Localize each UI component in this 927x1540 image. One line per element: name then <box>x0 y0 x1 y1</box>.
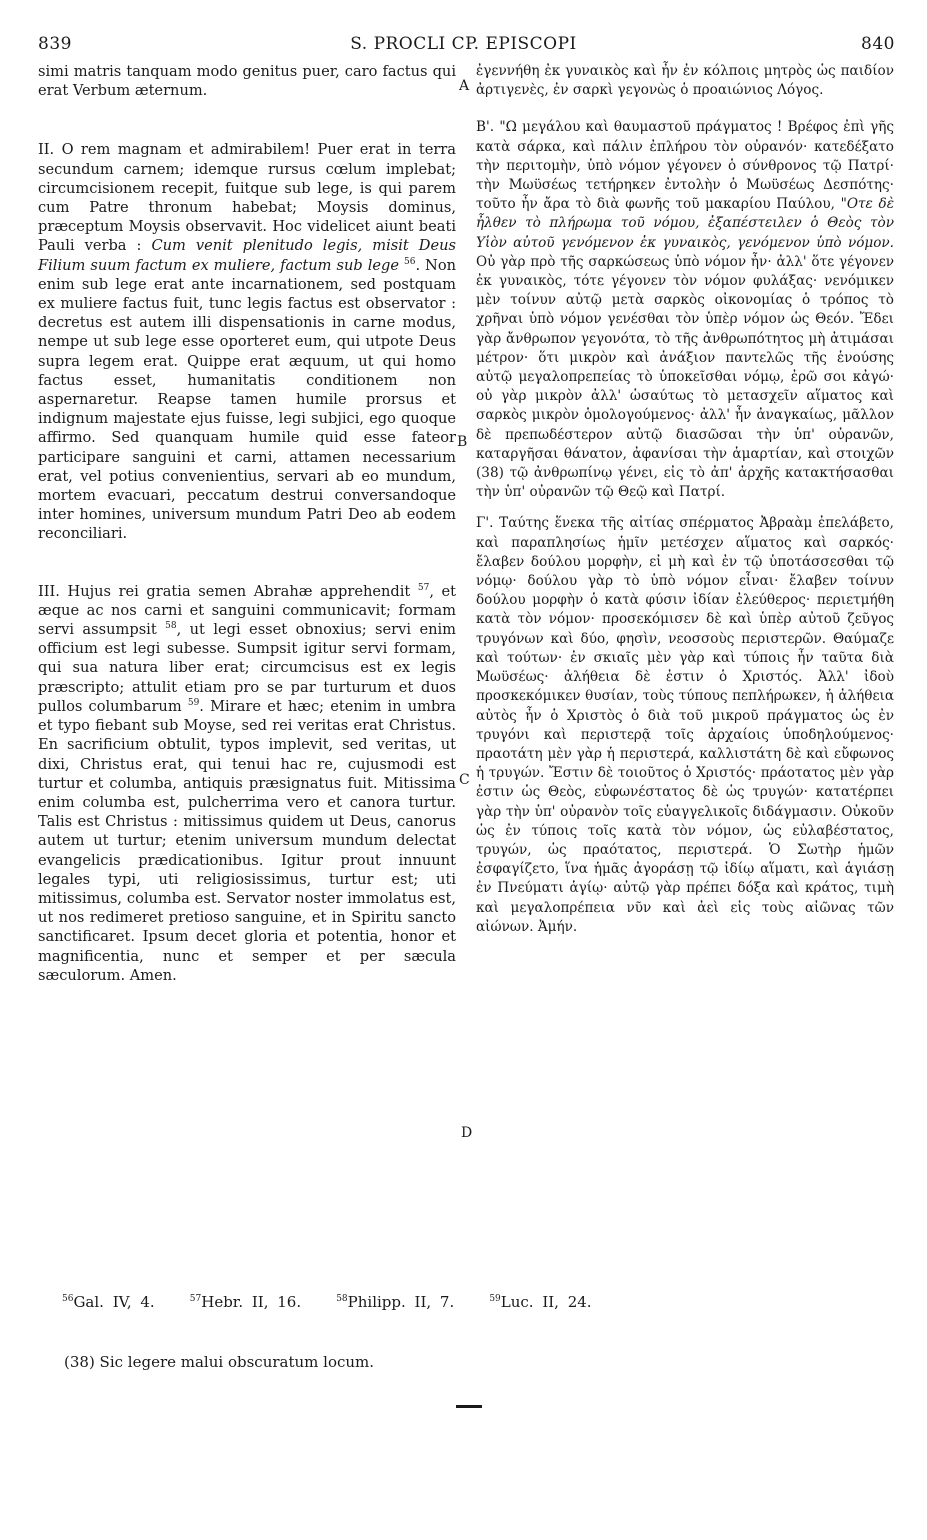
latin-paragraph-3 <box>38 582 456 985</box>
footnote-56-text: Gal. IV, 4. <box>73 1293 155 1311</box>
end-rule <box>456 1405 482 1408</box>
footnote-56-number: 56 <box>62 1294 74 1304</box>
latin-paragraph-2 <box>38 140 456 543</box>
footnotes <box>62 1293 592 1311</box>
page-number-right: 840 <box>861 34 895 54</box>
footnote-ref-59: 59 <box>187 698 200 709</box>
footnote-58-text: Philipp. II, 7. <box>347 1293 455 1311</box>
latin-scripture-quote: Cum venit plenitudo legis, misit Deus Filium suum factum ex muliere, factum sub lege <box>38 237 456 274</box>
margin-letter-a: A <box>459 78 470 94</box>
editorial-note: (38) Sic legere malui obscuratum locum. <box>64 1353 375 1371</box>
greek-p2-text-a: Β'. "Ω μεγάλου καὶ θαυμαστοῦ πράγματος ! Βρέφος ἐπὶ γῆς κατὰ σάρκα, καὶ πάλιν ἐπλήρου τὸν οὐρανόν· κατεδέξατο τὴν περιτομὴν, ὑπὸ νόμον γέγονεν ὁ σύνθρονος τῷ Πατρί· τὴν Μωϋσέως τετήρηκεν ἐντολὴν ὁ Μωϋσέως Δεσπότης· τοῦτο ἦν ἄρα τὸ διὰ φωνῆς τοῦ μακαρίου Παύλου, <box>476 119 894 213</box>
latin-p3-text-a: III. Hujus rei gratia semen Abrahæ apprehendit <box>38 582 411 600</box>
latin-p2-text-b: . Non enim sub lege erat ante incarnationem, sed postquam ex muliere factus fuit, tunc legis factus est observator : decretus est autem illi dispensationis in carne modus, nempe ut sub lege esse oporteret eum, qui utpote Deus supra legem erat. Quippe erat æquum, ut qui homo factus esset, humanitatis conditionem non aspernaretur. Reapse tamen humile prorsus et indignum majestate ejus fuisse, legi subjici, ego quoque affirmo. Sed quanquam humile quid esse fateor participare sanguini et carni, attamen necessarium erat, vel potius convenientius, servari ab eo mundum, mortem evacuari, peccatum destrui conversandoque inter homines, universum mundum Patri Deo ab eodem reconciliari. <box>38 256 457 543</box>
latin-p2-text-a: II. O rem magnam et admirabilem! Puer erat in terra secundum carnem; idemque rursus cœlum implebat; circumcisionem recepit, fuitque sub lege, is qui parem cum Patre thronum habebat; Moysis dominus, præceptum Moysis observavit. Hoc videlicet aiunt beati Pauli verba : <box>38 141 456 255</box>
latin-column <box>38 62 456 985</box>
latin-p3-text-c: , ut legi esset obnoxius; servi enim officium est legi subesse. Sumpsit igitur servi formam, qui sua natura liber erat; circumcisus est ex legis præscripto; attulit etiam pro se par turturum et duos pullos columbarum <box>38 621 456 715</box>
margin-letter-c: C <box>459 772 470 788</box>
running-title: S. PROCLI CP. EPISCOPI <box>350 34 577 54</box>
margin-letter-b: B <box>457 434 468 450</box>
footnote-59-number: 59 <box>489 1294 501 1304</box>
footnote-ref-58: 58 <box>165 621 177 632</box>
latin-p3-text-d: . Mirare et hæc; etenim in umbra et typo fiebant sub Moyse, sed rei veritas erat Christus. En sacrificium obtulit, typos implevit, sed veritas, ut dixi, Christus erat, qui tenui hac re, cujusmodi est turtur et columba, antiquis præsignatus fuit. Mitissima enim columba est, pulcherrima vero et canora turtur. Talis est Christus : mitissimus quidem ut Deus, canorus autem ut turtur; etenim universum mundum delectat evangelicis prædicationibus. Igitur prout innuunt legales typi, uti religiosissimus, turtur est; uti mitissimus, columba est. Servator noster immolatus est, ut nos redimeret pretioso sanguine, et in Spiritu sancto sanctificaret. Ipsum decet gloria et potentia, honor et magnificentia, nunc et semper et per sæcula sæculorum. Amen. <box>38 697 456 984</box>
footnote-57-number: 57 <box>189 1294 202 1304</box>
footnote-57-text: Hebr. II, 16. <box>201 1293 302 1311</box>
greek-p2-text-b: Οὐ γὰρ πρὸ τῆς σαρκώσεως ὑπὸ νόμον ἦν· ἀλλ' ὅτε γέγονεν ἐκ γυναικὸς, τότε γέγονεν τὸν νόμον φυλάξας· νενόμικεν μὲν τοίνυν αὐτῷ μετὰ σαρκὸς οἰκονομίας ὁ τρόπος τὸ χρῆναι ὑπὸ νόμον γενέσθαι τὸν ὑπὲρ νόμον ὡς Θεόν. Ἔδει γὰρ ἄνθρωπον γεγονότα, τὸ τῆς ἀνθρωπότητος μὴ ἀτιμάσαι μέτρον· ὅτι μικρὸν καὶ ἀνάξιον παντελῶς τῆς ἑνούσης αὐτῷ μεγαλοπρεπείας τὸ ὑποκεῖσθαι νόμῳ, ἐρῶ σοι κἀγώ· οὐ γὰρ μικρὸν ἀλλ' ὡσαύτως τὸ μετασχεῖν αἵματος καὶ σαρκὸς μικρὸν ὁμολογούμενος· ἀλλ' ἦν ἀναγκαίως, μᾶλλον δὲ πρεπωδέστερον αὐτῷ διασῶσαι τὴν ὑπ' οὐρανῶν, καταργῆσαι θάνατον, ἀφανίσαι τὴν ἁμαρτίαν, καὶ στοιχῶν (38) τῷ ἀνθρωπίνῳ γένει, εἰς τὸ ἀπ' ἀρχῆς κατακτήσασθαι τὴν ὑπ' οὐρανῶν τῷ Θεῷ καὶ Πατρί. <box>476 253 894 501</box>
page-number-left: 839 <box>38 34 72 54</box>
latin-paragraph-1: simi matris tanquam modo genitus puer, caro factus qui erat Verbum æternum. <box>38 63 456 100</box>
margin-letter-d: D <box>461 1125 473 1141</box>
footnote-ref-57: 57 <box>417 582 430 593</box>
greek-column <box>476 62 894 937</box>
footnote-ref-56: 56 <box>403 256 416 267</box>
latin-p3-text-b: , et æque ac nos carni et sanguini communicavit; formam servi assumpsit <box>38 582 457 639</box>
greek-paragraph-3: Γ'. Ταύτης ἕνεκα τῆς αἰτίας σπέρματος Ἀβραὰμ ἐπελάβετο, καὶ παραπλησίως ἡμῖν μετέσχεν αἵματος καὶ σαρκός· ἔλαβεν δούλου μορφὴν, εἰ μὴ καὶ ἐν τῷ ὑποτάσσεσθαι τῷ νόμῳ· δούλου γὰρ τὸ ὑπὸ νόμον εἶναι· ἔλαβεν τοίνυν δούλου μορφὴν ὁ κατὰ φύσιν ἰδίαν ἐλεύθερος· περιετμήθη κατὰ τὸν νόμον· προσεκόμισεν δὲ καὶ ὑπὲρ αὐτοῦ ζεῦγος τρυγόνων καὶ δύο, φησὶν, νεοσσοὺς περιστερῶν. Θαύμαζε καὶ τούτων· ἐν σκιαῖς μὲν γὰρ καὶ τύποις ἦν ταῦτα διὰ Μωϋσέως· ἀλήθεια δὲ ἐστιν ὁ Χριστός. Ἀλλ' ἰδοὺ προσκεκόμικεν θυσίαν, τοὺς τύπους πεπλήρωκεν, ἡ ἀλήθεια αὐτὸς ἦν ὁ Χριστὸς ὁ διὰ τοῦ μικροῦ πράγματος ὡς ἐν τρυγόνι καὶ περιστερᾷ τοῖς ἀρχαίοις ὑποδηλούμενος· πραοτάτη μὲν γὰρ ἡ περιστερά, καλλιστάτη δὲ καὶ εὔφωνος ἡ τρυγών. Ἔστιν δὲ τοιοῦτος ὁ Χριστός· πράοτατος μὲν γὰρ ἐστιν ὡς Θεὸς, εὐφωνέστατος δὲ ὡς τρυγών· κατατέρπει γὰρ τὴν ὑπ' οὐρανὸν τοῖς εὐαγγελικοῖς διδάγμασιν. Οὐκοῦν ὡς ἐν τύποις τοῖς κατὰ τὸν νόμον, ὡς εὐλαβέστατος, τρυγών, ὡς πραότατος, περιστερά. Ὁ Σωτὴρ ἡμῶν ἐσφαγίζετο, ἵνα ἡμᾶς ἀγοράσῃ τῷ ἰδίῳ αἵματι, καὶ ἁγιάσῃ ἐν Πνεύματι ἁγίῳ· αὐτῷ γὰρ πρέπει δόξα καὶ κράτος, τιμὴ καὶ μεγαλοπρέπεια νῦν καὶ ἀεὶ εἰς τοὺς αἰῶνας τῶν αἰώνων. Ἀμήν. <box>476 515 894 935</box>
greek-paragraph-1: ἐγεννήθη ἐκ γυναικὸς καὶ ἦν ἐν κόλποις μητρὸς ὡς παιδίον ἀρτιγενὲς, ἐν σαρκὶ γεγονὼς ὁ προαιώνιος Λόγος. <box>476 63 894 99</box>
greek-paragraph-2 <box>476 118 894 502</box>
footnote-59-text: Luc. II, 24. <box>500 1293 592 1311</box>
footnote-58-number: 58 <box>336 1294 348 1304</box>
greek-scripture-quote: "Οτε δὲ ἦλθεν τὸ πλήρωμα τοῦ νόμου, ἐξαπέστειλεν ὁ Θεὸς τὸν Υἱὸν αὐτοῦ γενόμενον ἐκ γυναικὸς, γενόμενον ὑπὸ νόμον. <box>476 196 895 251</box>
